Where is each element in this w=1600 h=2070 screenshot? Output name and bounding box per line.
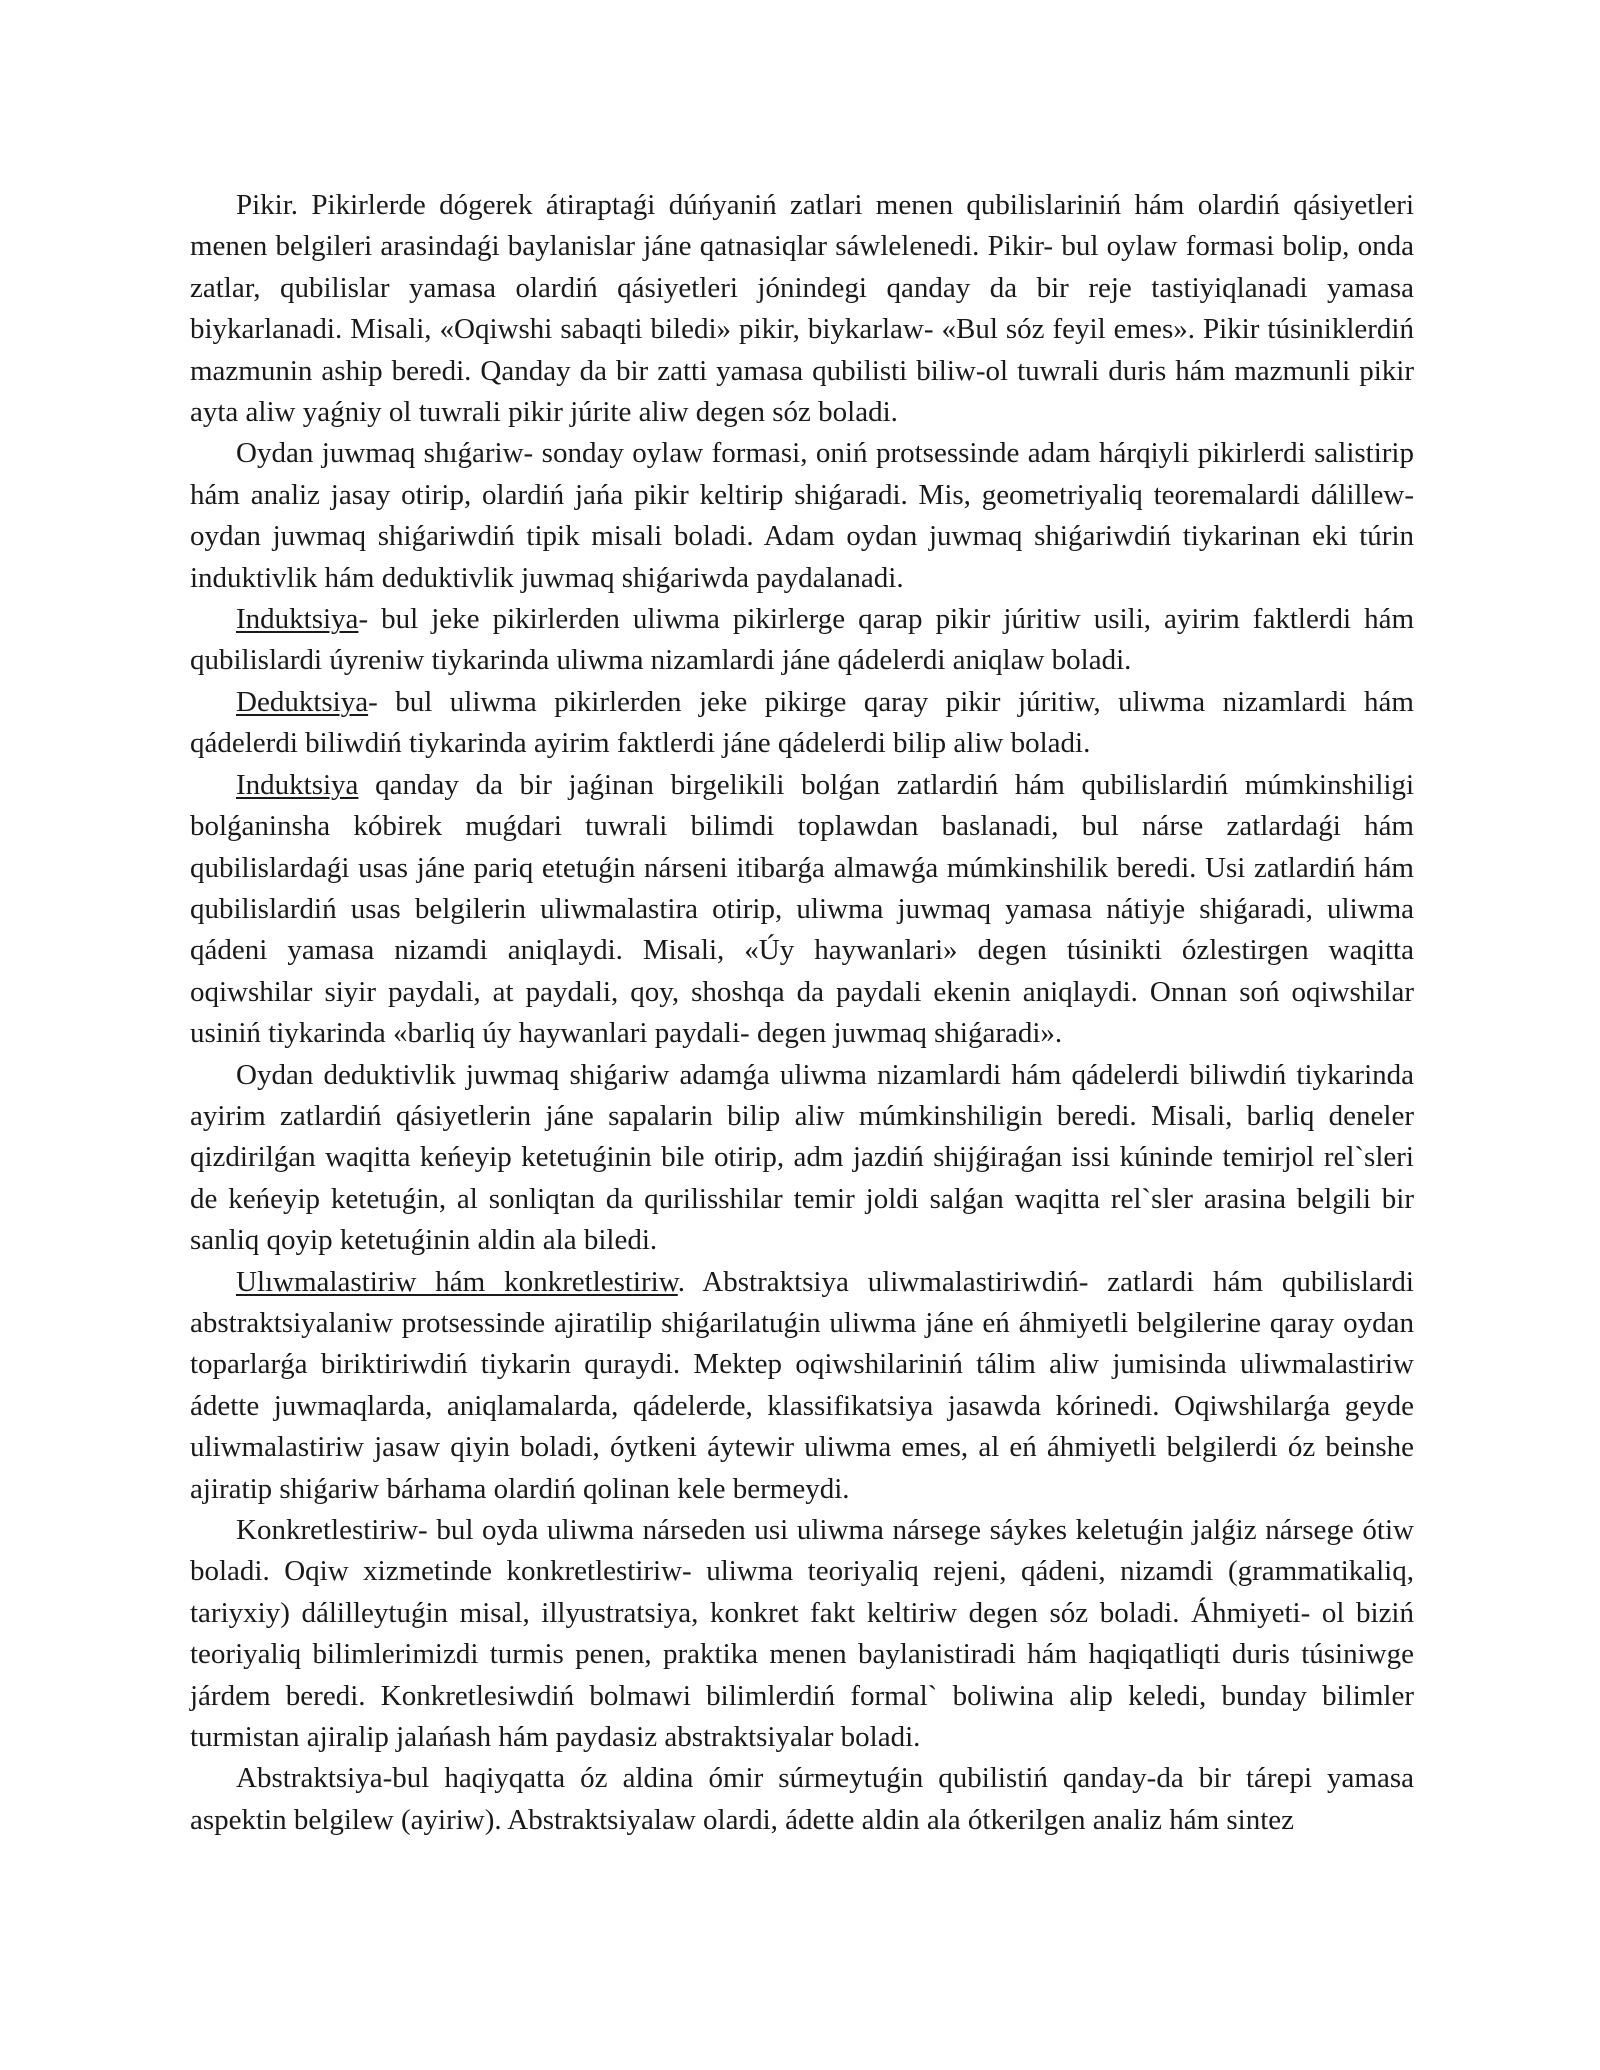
paragraph-text: Pikir. Pikirlerde dógerek átiraptaǵi dúńyaniń zatlari menen qubilislariniń hám olardiń qásiyetleri menen belgileri arasindaǵi baylanislar jáne qatnasiqlar sáwlelenedi. Pikir- bul oylaw formasi bolip, onda zatlar, qubilislar yamasa olardiń qásiyetleri jónindegi qanday da bir reje tastiyiqlanadi yamasa biykarlanadi. Misali, «Oqiwshi sabaqti biledi» pikir, biykarlaw- «Bul sóz feyil emes». Pikir túsiniklerdiń mazmunin aship beredi. Qanday da bir zatti yamasa qubilisti biliw-ol tuwrali duris hám mazmunli pikir ayta aliw yaǵniy ol tuwrali pikir júrite aliw degen sóz boladi. — [190, 189, 1414, 429]
paragraph-abstraktsiya — [190, 1758, 1414, 1841]
paragraph-text: Oydan juwmaq shıǵariw- sonday oylaw formasi, oniń protsessinde adam hárqiyli pikirlerdi salistirip hám analiz jasay otirip, olardiń jańa pikir keltirip shiǵaradi. Mis, geometriyaliq teoremalardi dálillew- oydan juwmaq shiǵariwdiń tipik misali boladi. Adam oydan juwmaq shiǵariwdiń tiykarinan eki túrin induktivlik hám deduktivlik juwmaq shiǵariwda paydalanadi. — [190, 437, 1414, 594]
term-deduktsiya: Deduktsiya — [236, 685, 369, 718]
paragraph-text: . Abstraktsiya uliwmalastiriwdiń- zatlardi hám qubilislardi abstraktsiyalaniw protsessinde ajiratilip shiǵarilatuǵin uliwma jáne eń áhmiyetli belgilerine qaray oydan toparlarǵa biriktiriwdiń tiykarin quraydi. Mektep oqiwshilariniń tálim aliw jumisinda uliwmalastiriw ádette juwmaqlarda, aniqlamalarda, qádelerde, klassifikatsiya jasawda kórinedi. Oqiwshilarǵa geyde uliwmalastiriw jasaw qiyin boladi, óytkeni áytewir uliwma emes, al eń áhmiyetli belgilerdi óz beinshe ajiratip shiǵariw bárhama olardiń qolinan kele bermeydi. — [190, 1265, 1414, 1505]
document-page — [190, 185, 1414, 1841]
paragraph-induktsiya-details — [190, 765, 1414, 1055]
paragraph-text: - bul jeke pikirlerden uliwma pikirlerge qarap pikir júritiw usili, ayirim faktlerdi hám qubilislardi úyreniw tiykarinda uliwma nizamlardi jáne qádelerdi aniqlaw boladi. — [190, 603, 1414, 677]
paragraph-text: Abstraktsiya-bul haqiyqatta óz aldina ómir súrmeytuǵin qubilistiń qanday-da bir tárepi yamasa aspektin belgilew (ayiriw). Abstraktsiyalaw olardi, ádette aldin ala ótkerilgen analiz hám sintez — [190, 1762, 1414, 1836]
paragraph-text: Konkretlestiriw- bul oyda uliwma nárseden usi uliwma nársege sáykes keletuǵin jalǵiz nársege ótiw boladi. Oqiw xizmetinde konkretlestiriw- uliwma teoriyaliq rejeni, qádeni, nizamdi (grammatikaliq, tariyxiy) dálilleytuǵin misal, illyustratsiya, konkret fakt keltiriw degen sóz boladi. Áhmiyeti- ol biziń teoriyaliq bilimlerimizdi turmis penen, praktika menen baylanistiradi hám haqiqatliqti duris túsiniwge járdem beredi. Konkretlesiwdiń bolmawi bilimlerdiń formal` boliwina alip keledi, bunday bilimler turmistan ajiralip jalańash hám paydasiz abstraktsiyalar boladi. — [190, 1514, 1414, 1754]
paragraph-pikir — [190, 185, 1414, 433]
paragraph-text: qanday da bir jaǵinan birgelikili bolǵan zatlardiń hám qubilislardiń múmkinshiligi bolǵaninsha kóbirek muǵdari tuwrali bilimdi toplawdan baslanadi, bul nárse zatlardaǵi hám qubilislardaǵi usas jáne pariq etetuǵin nárseni itibarǵa almawǵa múmkinshilik beredi. Usi zatlardiń hám qubilislardiń usas belgilerin uliwmalastira otirip, uliwma juwmaq yamasa nátiyje shiǵaradi, uliwma qádeni yamasa nizamdi aniqlaydi. Misali, «Úy haywanlari» degen túsinikti ózlestirgen waqitta oqiwshilar siyir paydali, at paydali, qoy, shoshqa da paydali ekenin aniqlaydi. Onnan soń oqiwshilar usiniń tiykarinda «barliq úy haywanlari paydali- degen juwmaq shiǵaradi». — [190, 768, 1414, 1050]
paragraph-uliwmalastiriw — [190, 1262, 1414, 1510]
paragraph-induktsiya-definition — [190, 599, 1414, 682]
paragraph-text: Oydan deduktivlik juwmaq shiǵariw adamǵa uliwma nizamlardi hám qádelerdi biliwdiń tiykarinda ayirim zatlardiń qásiyetlerin jáne sapalarin bilip aliw múmkinshiligin beredi. Misali, barliq deneler qizdirilǵan waqitta keńeyip ketetuǵinin bile otirip, adm jazdiń shijǵiraǵan issi kúninde temirjol rel`sleri de keńeyip ketetuǵin, al sonliqtan da qurilisshilar temir joldi salǵan waqitta rel`sler arasina belgili bir sanliq qoyip ketetuǵinin aldin ala biledi. — [190, 1058, 1414, 1257]
paragraph-deduktivlik — [190, 1055, 1414, 1262]
paragraph-konkretlestiriw — [190, 1510, 1414, 1758]
term-induktsiya: Induktsiya — [236, 603, 359, 636]
paragraph-oydan-juwmaq — [190, 433, 1414, 599]
term-induktsiya: Induktsiya — [236, 768, 359, 801]
term-uliwmalastiriw: Ulıwmalastiriw hám konkretlestiriw — [236, 1265, 678, 1298]
paragraph-text: - bul uliwma pikirlerden jeke pikirge qaray pikir júritiw, uliwma nizamlardi hám qádelerdi biliwdiń tiykarinda ayirim faktlerdi jáne qádelerdi bilip aliw boladi. — [190, 685, 1414, 760]
paragraph-deduktsiya-definition — [190, 682, 1414, 765]
